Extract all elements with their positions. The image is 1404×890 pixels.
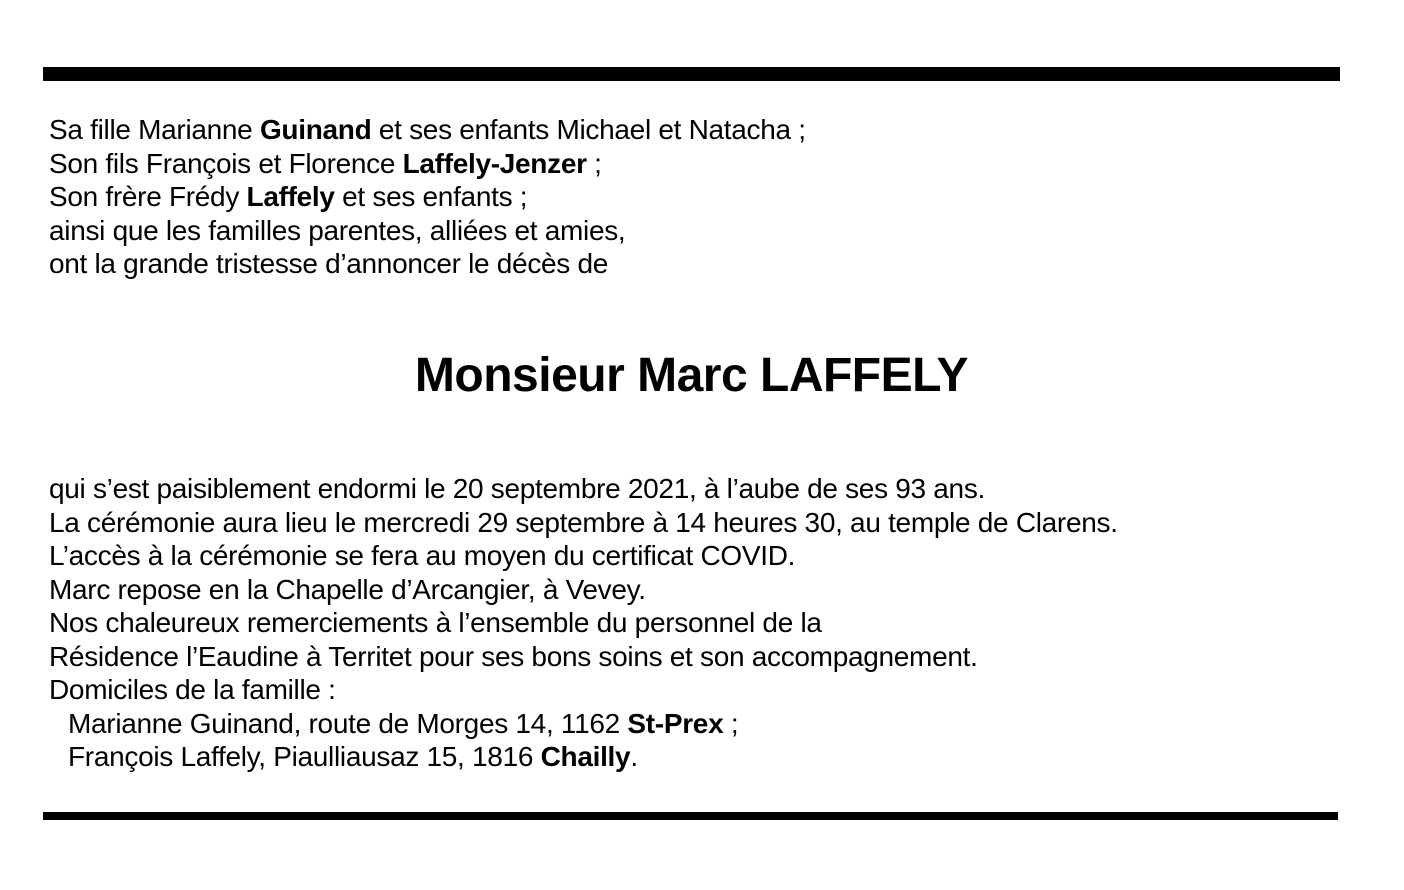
address-line-francois-city: Chailly [540, 741, 631, 772]
bottom-rule [43, 812, 1338, 820]
intro-line-brother-post: et ses enfants ; [334, 181, 528, 212]
detail-line-death: qui s’est paisiblement endormi le 20 septembre 2021, à l’aube de ses 93 ans. [49, 473, 986, 504]
intro-line-brother [49, 180, 1344, 214]
intro-line-son-pre: Son fils François et Florence [49, 147, 403, 179]
intro-line-families: ainsi que les familles parentes, alliées et amies, [49, 214, 626, 246]
intro-line-brother-surname: Laffely [246, 181, 335, 212]
detail-line-thanks-1: Nos chaleureux remerciements à l’ensemble du personnel de la [49, 607, 822, 638]
address-line-francois [49, 740, 1344, 774]
address-line-marianne-city: St-Prex [627, 707, 724, 739]
intro-line-daughter-pre: Sa fille Marianne [49, 114, 260, 145]
intro-line-son-post: ; [586, 147, 602, 179]
intro-line-announcement: ont la grande tristesse d’annoncer le décès de [49, 248, 609, 279]
top-rule [43, 67, 1340, 81]
detail-line-thanks-2: Résidence l’Eaudine à Territet pour ses bons soins et son accompagnement. [49, 640, 978, 672]
intro-line-daughter-surname: Guinand [259, 114, 372, 145]
address-line-marianne [49, 707, 1344, 741]
intro-line-daughter-post: et ses enfants Michael et Natacha ; [371, 114, 806, 145]
address-line-marianne-post: ; [723, 707, 739, 739]
intro-line-daughter [49, 113, 1344, 147]
intro-line-brother-pre: Son frère Frédy [49, 181, 247, 212]
intro-line-son [49, 147, 1344, 181]
family-intro-paragraph [49, 113, 1344, 281]
details-paragraph [49, 472, 1344, 774]
deceased-name-title: Monsieur Marc LAFFELY [414, 349, 969, 402]
address-line-francois-post: . [630, 741, 638, 772]
detail-line-ceremony: La cérémonie aura lieu le mercredi 29 septembre à 14 heures 30, au temple de Clarens. [49, 506, 1118, 538]
intro-line-son-surname: Laffely-Jenzer [402, 147, 587, 179]
detail-line-domiciles-heading: Domiciles de la famille : [49, 674, 336, 705]
address-line-marianne-pre: Marianne Guinand, route de Morges 14, 1162 [68, 707, 628, 739]
address-line-francois-pre: François Laffely, Piaulliausaz 15, 1816 [68, 741, 541, 772]
detail-line-chapel: Marc repose en la Chapelle d’Arcangier, à Vevey. [49, 573, 646, 605]
detail-line-covid: L’accès à la cérémonie se fera au moyen du certificat COVID. [49, 540, 796, 571]
